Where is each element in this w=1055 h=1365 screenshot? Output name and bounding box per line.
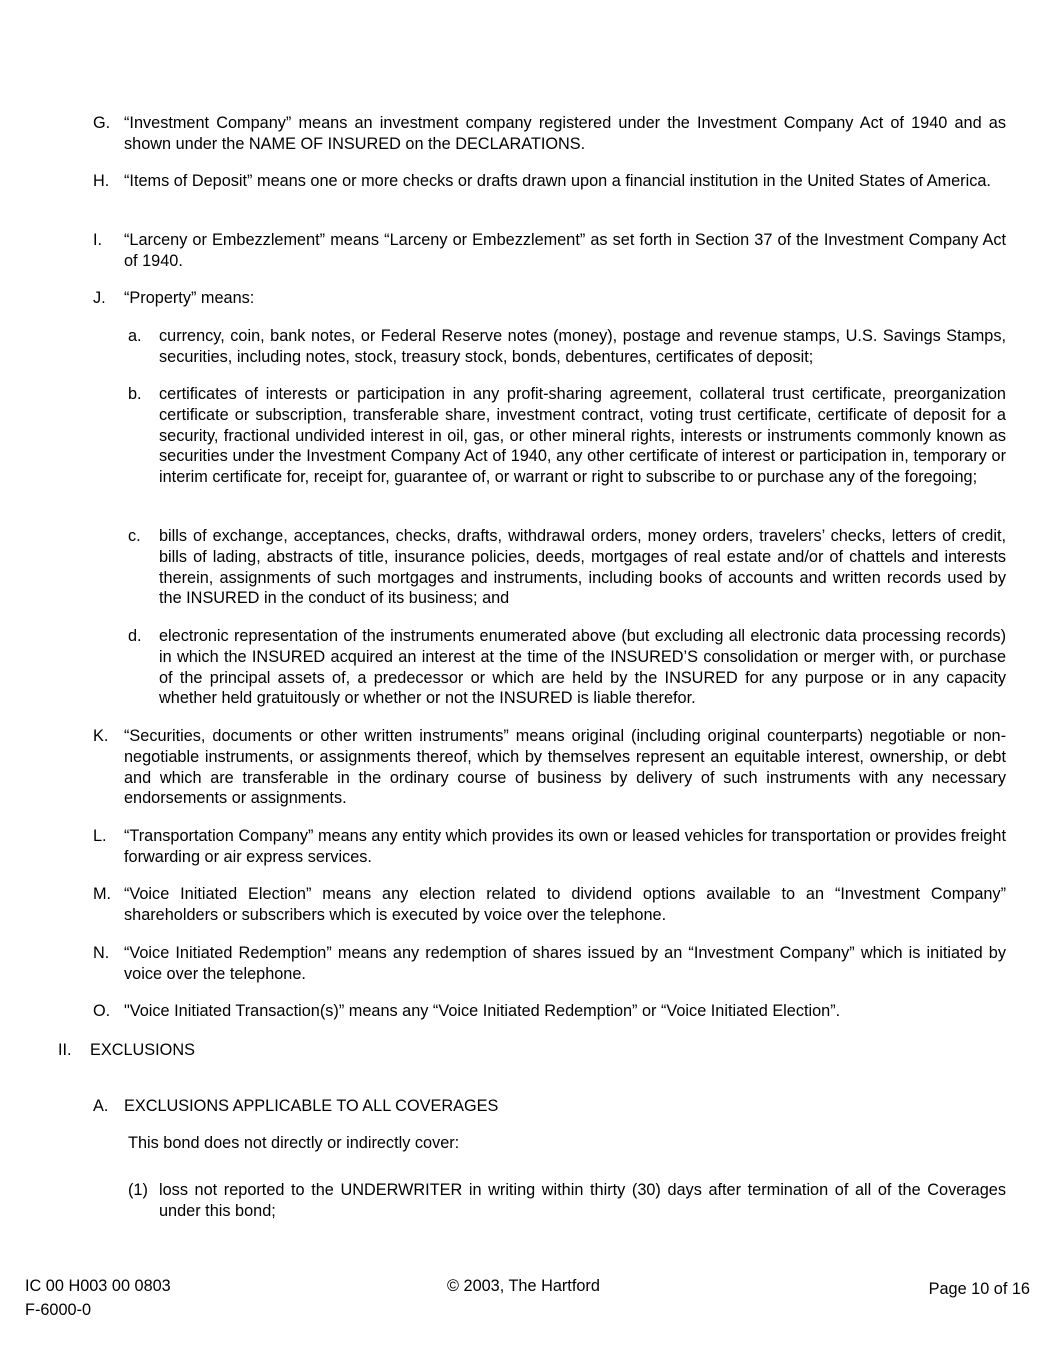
definition-marker: H. <box>93 172 110 190</box>
definition-marker: M. <box>93 885 112 903</box>
definition-k <box>93 726 1006 809</box>
definition-o <box>93 1001 1006 1022</box>
definition-marker: G. <box>93 114 111 132</box>
definition-m <box>93 884 1006 926</box>
section-heading-exclusions <box>58 1040 1006 1061</box>
definition-marker: L. <box>93 827 107 845</box>
section-title: EXCLUSIONS <box>90 1041 195 1059</box>
definition-text: “Items of Deposit” means one or more checks or drafts drawn upon a financial institution in the United States of America. <box>124 172 991 190</box>
footer-page-number: Page 10 of 16 <box>928 1280 1030 1298</box>
definition-marker: O. <box>93 1002 111 1020</box>
definition-n <box>93 943 1006 985</box>
definition-text: “Voice Initiated Redemption” means any redemption of shares issued by an “Investment Company” which is initiated by voice over the telephone. <box>124 944 1006 983</box>
definition-text: "Voice Initiated Transaction(s)” means any “Voice Initiated Redemption” or “Voice Initiated Election”. <box>124 1002 841 1020</box>
section-marker: II. <box>58 1041 72 1059</box>
definition-g <box>93 113 1006 155</box>
definition-text: “Transportation Company” means any entity which provides its own or leased vehicles for transportation or provides freight forwarding or air express services. <box>124 827 1006 866</box>
definition-marker: N. <box>93 944 110 962</box>
definition-h <box>93 171 1006 192</box>
exclusion-marker: (1) <box>128 1181 148 1199</box>
property-text: bills of exchange, acceptances, checks, drafts, withdrawal orders, money orders, travelers’ checks, letters of credit, bills of lading, abstracts of title, insurance policies, deeds, mortgages of real estate and/or of chattels and interests therein, assignments of such mortgages and instruments, including books of accounts and written records used by the INSURED in the conduct of its business; and <box>159 527 1006 608</box>
footer-form-code: F-6000-0 <box>25 1301 92 1319</box>
subsection-marker: A. <box>93 1097 109 1115</box>
subsection-heading-a <box>93 1096 1006 1117</box>
definition-text: “Securities, documents or other written instruments” means original (including original counterparts) negotiable or non-negotiable instruments, or assignments thereof, which by themselves represent an equitable interest, ownership, or debt and which are transferable in the ordinary course of business by delivery of such instruments with any necessary endorsements or assignments. <box>124 727 1006 808</box>
definition-text: “Voice Initiated Election” means any election related to dividend options available to an “Investment Company” shareholders or subscribers which is executed by voice over the telephone. <box>124 885 1006 924</box>
definition-i <box>93 230 1006 272</box>
property-text: currency, coin, bank notes, or Federal Reserve notes (money), postage and revenue stamps, U.S. Savings Stamps, securities, including notes, stock, treasury stock, bonds, debentures, certificates of deposit; <box>159 327 1006 366</box>
definition-text: “Property” means: <box>124 289 255 307</box>
property-item-c <box>128 526 1006 609</box>
property-text: electronic representation of the instruments enumerated above (but excluding all electronic data processing records) in which the INSURED acquired an interest at the time of the INSURED’S consolidation or merger with, or purchase of the principal assets of, a predecessor or which are held by the INSURED for any purpose or in any capacity whether held gratuitously or whether or not the INSURED is liable therefor. <box>159 627 1006 708</box>
exclusion-text: loss not reported to the UNDERWRITER in writing within thirty (30) days after termination of all of the Coverages under this bond; <box>159 1181 1006 1220</box>
property-text: certificates of interests or participation in any profit-sharing agreement, collateral trust certificate, preorganization certificate or subscription, transferable share, investment contract, voting trust certificate, certificate of deposit for a security, fractional undivided interest in oil, gas, or other mineral rights, interests or instruments commonly known as securities under the Investment Company Act of 1940, any other certificate of interest or participation in, temporary or interim certificate for, receipt for, guarantee of, or warrant or right to subscribe to or purchase any of the foregoing; <box>159 385 1006 487</box>
property-item-a <box>128 326 1006 368</box>
property-marker: c. <box>128 527 141 545</box>
property-marker: d. <box>128 627 142 645</box>
property-marker: a. <box>128 327 142 345</box>
exclusions-intro: This bond does not directly or indirectly cover: <box>128 1134 460 1152</box>
footer-form-number: IC 00 H003 00 0803 <box>25 1277 171 1295</box>
definition-marker: K. <box>93 727 109 745</box>
definition-marker: I. <box>93 231 103 249</box>
definition-j <box>93 288 1006 309</box>
property-marker: b. <box>128 385 142 403</box>
property-item-b <box>128 384 1006 488</box>
property-item-d <box>128 626 1006 709</box>
definition-text: “Larceny or Embezzlement” means “Larceny or Embezzlement” as set forth in Section 37 of the Investment Company Act of 1940. <box>124 231 1006 270</box>
footer-copyright: © 2003, The Hartford <box>447 1277 600 1295</box>
definition-l <box>93 826 1006 868</box>
subsection-title: EXCLUSIONS APPLICABLE TO ALL COVERAGES <box>124 1097 499 1115</box>
exclusion-item-1 <box>128 1180 1006 1222</box>
definition-marker: J. <box>93 289 106 307</box>
definition-text: “Investment Company” means an investment company registered under the Investment Company Act of 1940 and as shown under the NAME OF INSURED on the DECLARATIONS. <box>124 114 1006 153</box>
